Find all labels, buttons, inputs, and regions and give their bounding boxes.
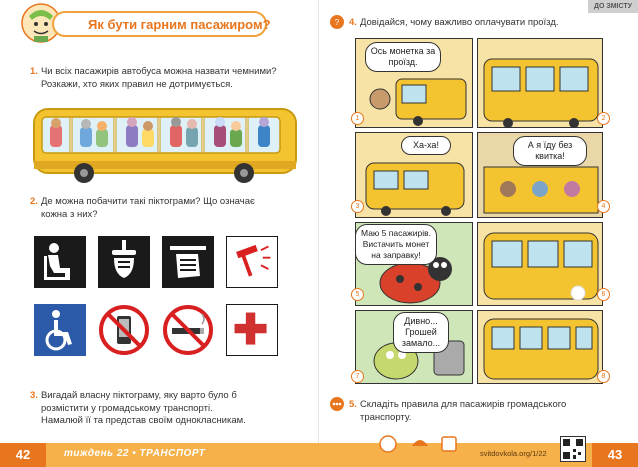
sun-icon — [380, 436, 396, 452]
task-4 — [349, 17, 619, 30]
speech-bubble-5: Дивно... Грошей замало... — [393, 312, 449, 353]
hand-grip-icon — [162, 236, 214, 288]
speech-bubble-1: Ось монетка за проїзд. — [365, 42, 441, 72]
task-1-line-2: Розкажи, хто яких правил не дотримується. — [41, 78, 233, 90]
task-3-number: 3. — [30, 390, 38, 401]
pictogram-emergency-hammer — [226, 236, 278, 288]
task-5 — [349, 399, 619, 424]
task-2-number: 2. — [30, 196, 38, 207]
panel-number-7: 7 — [351, 370, 364, 383]
qr-code-icon — [561, 437, 585, 461]
no-phone-icon — [98, 304, 150, 356]
title-banner — [52, 11, 271, 37]
task-2-line-2: кожна з них? — [41, 208, 98, 220]
pictogram-handrail — [98, 236, 150, 288]
task-1-line-1: Чи всіх пасажирів автобуса можна назвати чемними? — [40, 66, 277, 77]
task-3-line-2: розмістити у громадському транспорті. — [41, 402, 213, 414]
week-label: тиждень 22 • ТРАНСПОРТ — [64, 448, 206, 459]
panel-2-art — [478, 39, 603, 128]
first-aid-cross-icon — [227, 305, 276, 354]
page-number-right: 43 — [592, 443, 638, 467]
toc-link[interactable]: ДО ЗМІСТУ — [588, 0, 638, 13]
task-4-number: 4. — [349, 17, 357, 28]
task-1-number: 1. — [30, 66, 38, 77]
task-3-line-1: Вигадай власну піктограму, яку варто було б — [40, 390, 237, 401]
wheelchair-icon — [34, 304, 86, 356]
pictogram-first-aid — [226, 304, 278, 356]
task-1 — [30, 66, 310, 91]
task-5-number: 5. — [349, 399, 357, 410]
task-2-line-1: Де можна побачити такі піктограми? Що означає — [40, 196, 255, 207]
emergency-hammer-icon — [227, 237, 276, 286]
right-page — [319, 0, 638, 467]
dome-icon — [412, 440, 428, 446]
bus-illustration — [30, 105, 302, 187]
comic-panel-6 — [477, 222, 603, 306]
comic-panel-2 — [477, 38, 603, 128]
page-title: Як бути гарним пасажиром? — [88, 17, 271, 32]
task-4-text: Довідайся, чому важливо оплачувати проїзд. — [359, 17, 559, 28]
speech-bubble-3: А я їду без квитка! — [513, 136, 587, 166]
panel-number-1: 1 — [351, 112, 364, 125]
panel-number-2: 2 — [597, 112, 610, 125]
task-5-line-1: Складіть правила для пасажирів громадського — [359, 399, 567, 410]
panel-number-6: 6 — [597, 288, 610, 301]
task-3-line-3: Намалюй її та представ своїм однокласникам. — [41, 415, 246, 426]
task-2 — [30, 196, 310, 221]
panel-number-8: 8 — [597, 370, 610, 383]
site-url[interactable]: svitdovkola.org/1/22 — [480, 449, 547, 458]
discussion-icon — [329, 396, 345, 412]
page-number-left: 42 — [0, 443, 46, 467]
holding-handrail-icon — [98, 236, 150, 288]
pictogram-wheelchair — [34, 304, 86, 356]
task-5-line-2: транспорту. — [360, 411, 412, 423]
seated-passenger-icon — [34, 236, 86, 288]
pictogram-seat — [34, 236, 86, 288]
panel-number-4: 4 — [597, 200, 610, 213]
research-icon — [329, 14, 345, 30]
panel-8-art — [478, 311, 603, 384]
pictogram-no-smoking — [162, 304, 214, 356]
panel-number-3: 3 — [351, 200, 364, 213]
speech-bubble-2: Ха-ха! — [401, 136, 451, 155]
qr-code[interactable] — [560, 436, 586, 462]
svg-text:?: ? — [334, 18, 340, 27]
pictogram-no-phone — [98, 304, 150, 356]
no-smoking-icon — [162, 304, 214, 356]
speech-bubble-4: Маю 5 пасажирів. Вистачить монет на заправку! — [355, 224, 437, 265]
panel-number-5: 5 — [351, 288, 364, 301]
comic-panel-8 — [477, 310, 603, 384]
panel-6-art — [478, 223, 603, 306]
chip-icon — [442, 437, 456, 451]
footer-icons — [376, 432, 466, 454]
task-3 — [30, 390, 315, 428]
pictogram-hand-grip — [162, 236, 214, 288]
